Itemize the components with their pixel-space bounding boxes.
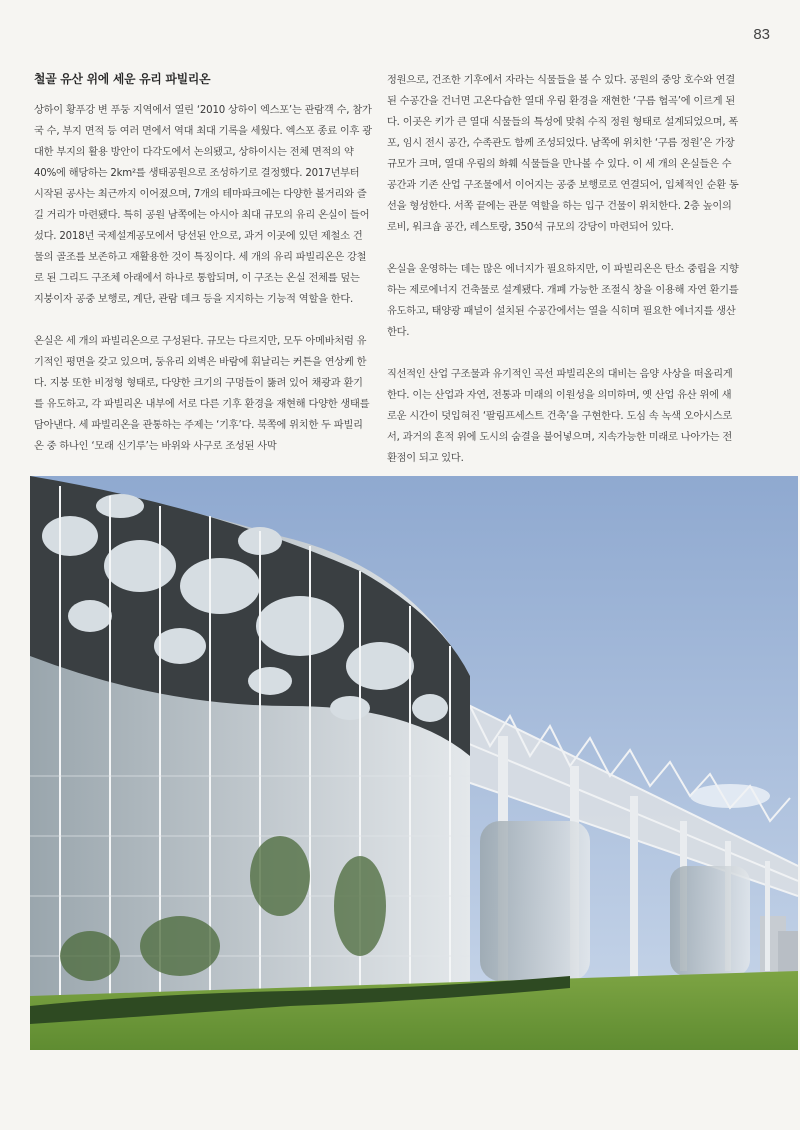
article-column-right	[387, 70, 739, 490]
page-number: 83	[753, 26, 770, 43]
body-paragraph: 온실은 세 개의 파빌리온으로 구성된다. 규모는 다르지만, 모두 아메바처럼 유기적인 평면을 갖고 있으며, 둥유리 외벽은 바람에 휘날리는 커튼을 연상케 한다. 지붕 또한 비정형 형태로, 다양한 크기의 구멍들이 뚫려 있어 채광과 환기를 유도하고, 각 파빌리온 내부에 서로 다른 기후 환경을 재현해 다양한 생태를 담아낸다. 세 파빌리온을 관통하는 주제는 ‘기후’다. 북쪽에 위치한 두 파빌리온 중 하나인 ‘모래 신기루’는 바위와 사구로 조성된 사막	[34, 336, 370, 452]
body-paragraph: 직선적인 산업 구조물과 유기적인 곡선 파빌리온의 대비는 음양 사상을 떠올리게 한다. 이는 산업과 자연, 전통과 미래의 이원성을 의미하며, 옛 산업 유산 위에 새로운 시간이 덧입혀진 ‘팔림프세스트 건축’을 구현한다. 도심 속 녹색 오아시스로서, 과거의 흔적 위에 도시의 숨결을 불어넣으며, 지속가능한 미래로 나아가는 전환점이 되고 있다.	[387, 369, 733, 464]
body-paragraph: 상하이 황푸강 변 푸둥 지역에서 열린 ‘2010 상하이 엑스포’는 관람객 수, 참가국 수, 부지 면적 등 여러 면에서 역대 최대 기록을 세웠다. 엑스포 종료 이후 광대한 부지의 활용 방안이 다각도에서 논의됐고, 상하이시는 전체 면적의 약 40%에 해당하는 2km²를 생태공원으로 조성하기로 결정했다. 2017년부터 시작된 공사는 최근까지 이어졌으며, 7개의 테마파크에는 다양한 볼거리와 즐길 거리가 마련됐다. 특히 공원 남쪽에는 아시아 최대 규모의 유리 온실이 들어섰다. 2018년 국제설계공모에서 당선된 안으로, 과거 이곳에 있던 제철소 건물의 골조를 보존하고 재활용한 것이 특징이다. 세 개의 유리 파빌리온은 강철로 된 그리드 구조체 아래에서 하나로 통합되며, 이 구조는 온실 전체를 덮는 지붕이자 공중 보행로, 계단, 관람 데크 등을 지지하는 기능적 역할을 한다.	[34, 105, 372, 305]
cloud	[690, 784, 770, 808]
article-heading: 철골 유산 위에 세운 유리 파빌리온	[34, 72, 211, 86]
greenhouse-photo	[30, 476, 798, 1050]
glass-pavilion-small	[480, 821, 590, 981]
glass-pavilion-small	[670, 866, 750, 976]
distant-building	[778, 931, 798, 976]
body-paragraph: 정원으로, 건조한 기후에서 자라는 식물들을 볼 수 있다. 공원의 중앙 호수와 연결된 수공간을 건너면 고온다습한 열대 우림 환경을 재현한 ‘구름 협곡’에 이르게 된다. 이곳은 키가 큰 열대 식물들의 특성에 맞춰 수직 정원 형태로 설계되었으며, 폭포, 임시 전시 공간, 수족관도 함께 조성되었다. 남쪽에 위치한 ‘구름 정원’은 가장 규모가 크며, 열대 우림의 화훼 식물들을 만나볼 수 있다. 이 세 개의 온실들은 수공간과 기존 산업 구조물에서 이어지는 공중 보행로로 연결되어, 입체적인 순환 동선을 형성한다. 서쪽 끝에는 관문 역할을 하는 입구 건물이 위치한다. 2층 높이의 로비, 워크숍 공간, 레스토랑, 350석 규모의 강당이 마련되어 있다.	[387, 75, 739, 233]
article-column-left	[34, 70, 372, 478]
body-paragraph: 온실을 운영하는 데는 많은 에너지가 필요하지만, 이 파빌리온은 탄소 중립을 지향하는 제로에너지 건축물로 설계됐다. 개폐 가능한 조절식 창을 이용해 자연 환기를 유도하고, 태양광 패널이 설치된 수공간에서는 열을 식히며 필요한 에너지를 생산한다.	[387, 264, 739, 338]
